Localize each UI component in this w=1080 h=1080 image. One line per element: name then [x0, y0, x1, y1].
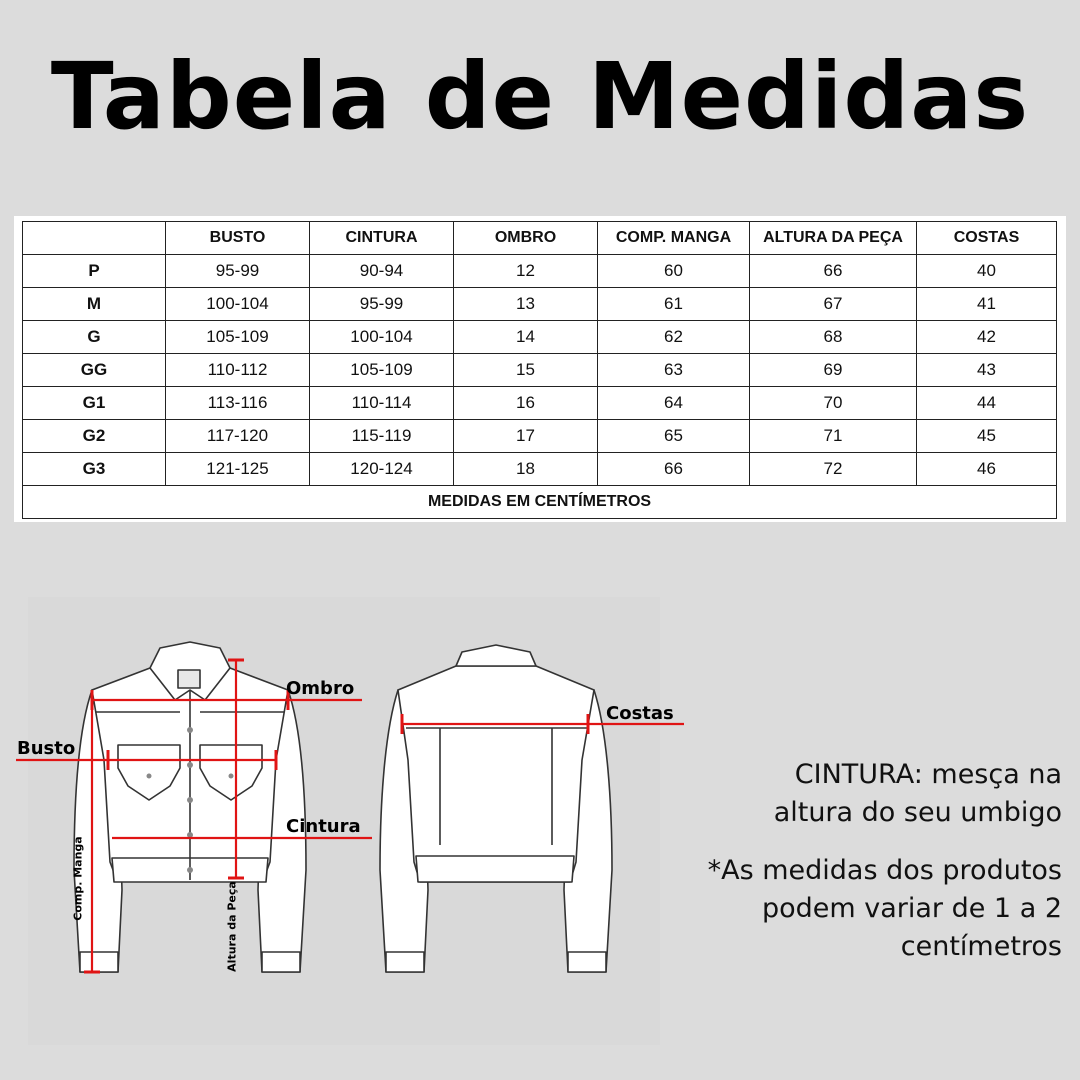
- ombro-cell: 18: [454, 453, 598, 486]
- altura-peca-cell: 67: [750, 288, 917, 321]
- costas-cell: 44: [917, 387, 1057, 420]
- costas-cell: 42: [917, 321, 1057, 354]
- cintura-cell: 105-109: [310, 354, 454, 387]
- altura-peca-cell: 66: [750, 255, 917, 288]
- label-busto: Busto: [17, 738, 76, 759]
- size-cell: P: [23, 255, 166, 288]
- header-cell-busto: BUSTO: [166, 222, 310, 255]
- size-cell: G1: [23, 387, 166, 420]
- ombro-cell: 17: [454, 420, 598, 453]
- costas-cell: 45: [917, 420, 1057, 453]
- label-comp-manga: Comp. Manga: [71, 836, 85, 921]
- comp-manga-cell: 62: [598, 321, 750, 354]
- busto-cell: 110-112: [166, 354, 310, 387]
- costas-cell: 43: [917, 354, 1057, 387]
- ombro-cell: 12: [454, 255, 598, 288]
- cintura-cell: 120-124: [310, 453, 454, 486]
- comp-manga-cell: 66: [598, 453, 750, 486]
- label-ombro: Ombro: [286, 678, 355, 699]
- altura-peca-cell: 72: [750, 453, 917, 486]
- altura-peca-cell: 71: [750, 420, 917, 453]
- comp-manga-cell: 61: [598, 288, 750, 321]
- front-jacket-icon: [71, 642, 306, 972]
- altura-peca-cell: 68: [750, 321, 917, 354]
- ombro-cell: 14: [454, 321, 598, 354]
- busto-cell: 105-109: [166, 321, 310, 354]
- header-cell-altura-peca: ALTURA DA PEÇA: [750, 222, 917, 255]
- cintura-cell: 95-99: [310, 288, 454, 321]
- costas-cell: 46: [917, 453, 1057, 486]
- size-cell: GG: [23, 354, 166, 387]
- page-title: Tabela de Medidas: [50, 43, 1030, 150]
- cintura-cell: 110-114: [310, 387, 454, 420]
- busto-cell: 113-116: [166, 387, 310, 420]
- altura-peca-cell: 70: [750, 387, 917, 420]
- comp-manga-cell: 63: [598, 354, 750, 387]
- header-cell-cintura: CINTURA: [310, 222, 454, 255]
- comp-manga-cell: 65: [598, 420, 750, 453]
- header-cell-costas: COSTAS: [917, 222, 1057, 255]
- busto-cell: 121-125: [166, 453, 310, 486]
- comp-manga-cell: 64: [598, 387, 750, 420]
- cintura-cell: 100-104: [310, 321, 454, 354]
- cintura-cell: 115-119: [310, 420, 454, 453]
- units-note: MEDIDAS EM CENTÍMETROS: [23, 486, 1057, 519]
- altura-peca-cell: 69: [750, 354, 917, 387]
- comp-manga-cell: 60: [598, 255, 750, 288]
- label-cintura: Cintura: [286, 816, 361, 837]
- header-cell-comp-manga: COMP. MANGA: [598, 222, 750, 255]
- ombro-cell: 13: [454, 288, 598, 321]
- variation-note-line: podem variar de 1 a 2: [761, 893, 1062, 924]
- back-jacket-icon: [380, 645, 612, 972]
- header-cell-ombro: OMBRO: [454, 222, 598, 255]
- busto-cell: 100-104: [166, 288, 310, 321]
- label-altura-peca: Altura da Peça: [225, 881, 239, 972]
- variation-note-line: centímetros: [900, 931, 1062, 962]
- ombro-cell: 15: [454, 354, 598, 387]
- size-cell: M: [23, 288, 166, 321]
- size-cell: G: [23, 321, 166, 354]
- variation-note: [708, 852, 1062, 966]
- cintura-note-line: altura do seu umbigo: [773, 797, 1062, 828]
- label-costas: Costas: [606, 703, 674, 724]
- cintura-note: [774, 756, 1062, 832]
- costas-cell: 40: [917, 255, 1057, 288]
- busto-cell: 117-120: [166, 420, 310, 453]
- ombro-cell: 16: [454, 387, 598, 420]
- busto-cell: 95-99: [166, 255, 310, 288]
- variation-note-line: *As medidas dos produtos: [707, 855, 1062, 886]
- cintura-cell: 90-94: [310, 255, 454, 288]
- size-cell: G3: [23, 453, 166, 486]
- cintura-note-line: CINTURA: mesça na: [794, 759, 1062, 790]
- size-cell: G2: [23, 420, 166, 453]
- costas-cell: 41: [917, 288, 1057, 321]
